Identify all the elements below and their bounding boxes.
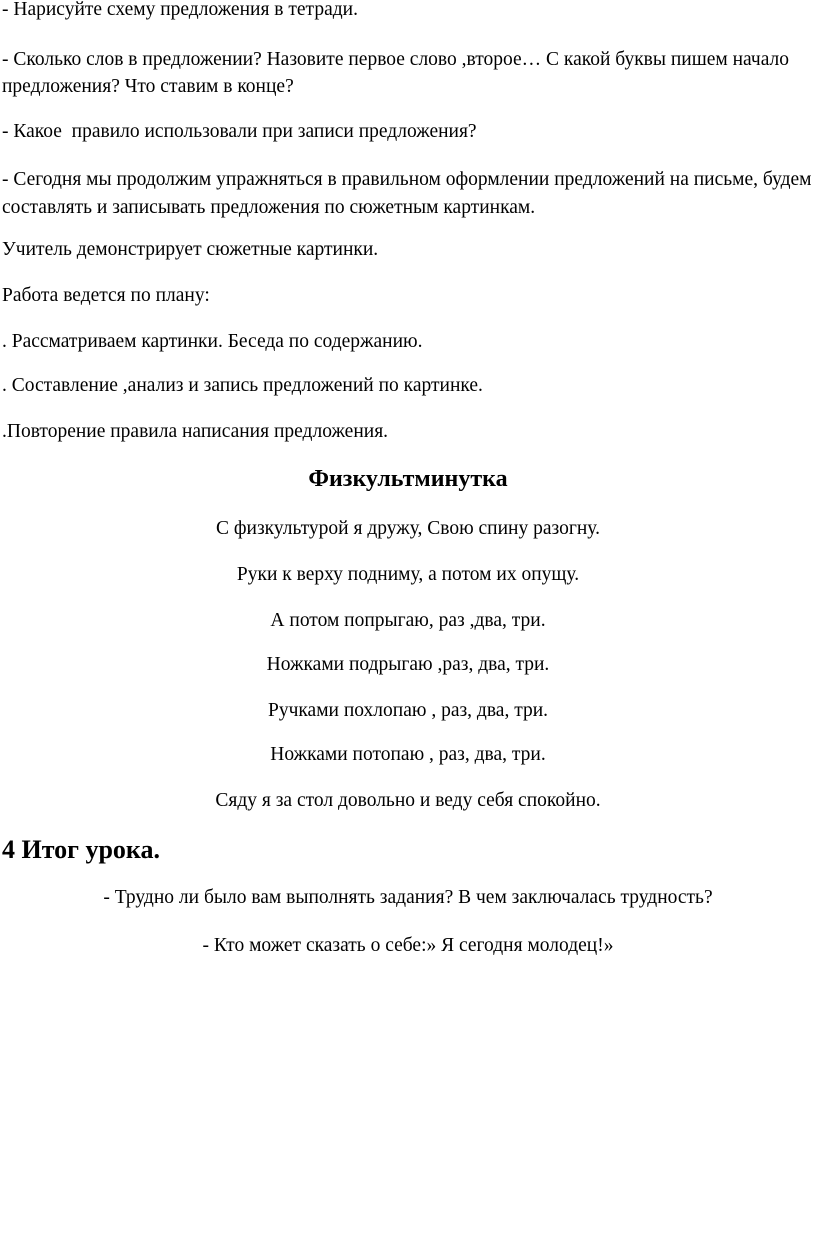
section-title-summary: 4 Итог урока. [2,835,161,864]
summary-question-1: - Трудно ли было вам выполнять задания? В чем заключалась трудность? [103,887,713,908]
poem-line-3: А потом попрыгаю, раз ,два, три. [270,610,546,631]
plan-item-3: .Повторение правила написания предложения. [2,421,389,442]
poem-line-6: Ножками потопаю , раз, два, три. [270,744,546,765]
exercise-heading: Физкультминутка [308,466,508,492]
plan-item-2: . Составление ,анализ и запись предложений по картинке. [2,375,483,396]
poem-line-4: Ножками подрыгаю ,раз, два, три. [266,654,550,675]
intro-paragraph-6: Работа ведется по плану: [2,285,210,306]
intro-paragraph-1: - Нарисуйте схему предложения в тетради. [2,0,358,20]
intro-paragraph-2: - Сколько слов в предложении? Назовите первое слово ,второе… С какой буквы пишем начало предложения? Что ставим в конце? [2,49,790,97]
poem-line-5: Ручками похлопаю , раз, два, три. [267,700,549,721]
intro-paragraph-5: Учитель демонстрирует сюжетные картинки. [2,239,379,260]
poem-line-1: С физкультурой я дружу, Свою спину разогну. [216,518,600,539]
summary-question-2: - Кто может сказать о себе:» Я сегодня молодец!» [202,935,614,956]
poem-line-2: Руки к верху подниму, а потом их опущу. [236,564,580,585]
intro-paragraph-4: - Сегодня мы продолжим упражняться в правильном оформлении предложений на письме, будем составлять и записывать предложения по сюжетным картинкам. [2,169,812,218]
intro-paragraph-3: - Какое правило использовали при записи предложения? [2,121,477,142]
poem-line-7: Сяду я за стол довольно и веду себя спокойно. [215,790,601,811]
plan-item-1: . Рассматриваем картинки. Беседа по содержанию. [2,331,423,352]
